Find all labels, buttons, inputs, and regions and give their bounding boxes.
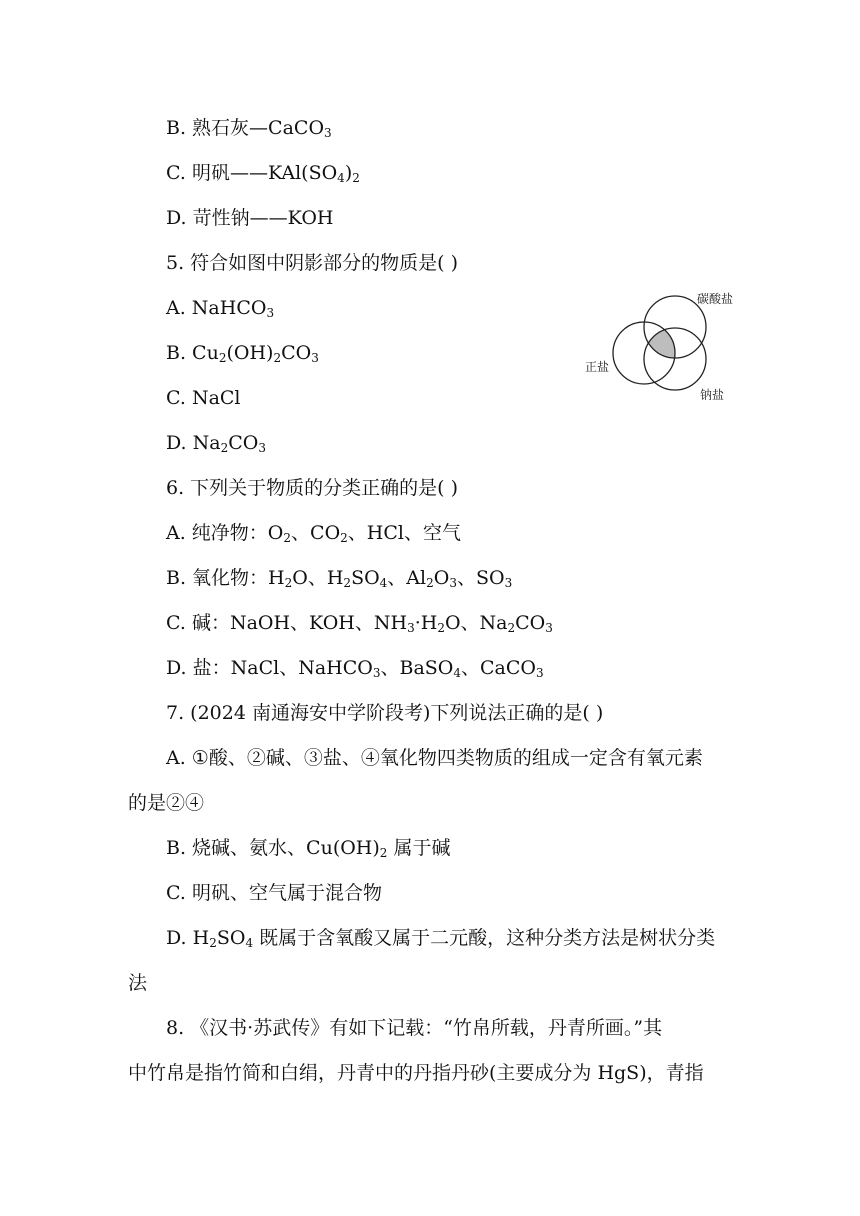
q7-stem: 7. (2024 南通海安中学阶段考)下列说法正确的是( ) [166,702,604,724]
q5-option-a: A. NaHCO$_3$ [166,297,275,320]
q7-option-d: D. $H_2SO_4$ 既属于含氧酸又属于二元酸，这种分类方法是树状分类 [166,927,716,950]
q7-option-a-cont: 的是②④ [128,792,205,814]
label-carbonate: 碳酸盐 [697,292,734,306]
q5-option-d: D. $Na_2CO_3$ [166,432,266,455]
q6-option-b: B. 氧化物：$H_2O$、$H_2SO_4$、$Al_2O_3$、$SO_3$ [166,567,513,590]
q4-option-c: C. 明矾$——KAl(SO_4)_2$ [166,162,360,185]
q7-option-c: C. 明矾、空气属于混合物 [166,882,382,904]
q4-option-d: D. 苛性钠——KOH [166,207,334,229]
q5-option-b: B. $Cu_2(OH)_2CO_3$ [166,342,319,365]
q6-option-d: D. 盐：NaCl、NaHCO$_3$、BaSO$_4$、CaCO$_3$ [166,657,544,680]
q8-stem-line1: 8. 《汉书·苏武传》有如下记载：“竹帛所载，丹青所画。”其 [166,1017,663,1039]
q6-stem: 6. 下列关于物质的分类正确的是( ) [166,477,459,499]
label-sodium-salt: 钠盐 [700,388,725,402]
q8-stem-line2: 中竹帛是指竹简和白绢，丹青中的丹指丹砂(主要成分为 HgS)，青指 [128,1062,704,1084]
q5-stem: 5. 符合如图中阴影部分的物质是( ) [166,252,459,274]
q4-option-b: B. 熟石灰—CaCO$_3$ [166,117,332,140]
q7-option-a: A. ①酸、②碱、③盐、④氧化物四类物质的组成一定含有氧元素 [166,747,703,769]
venn-diagram [580,290,745,405]
q6-option-c: C. 碱：NaOH、KOH、$NH_3\cdot H_2O$、$Na_2CO_3$ [166,612,553,635]
label-normal-salt: 正盐 [585,360,610,374]
q7-option-d-cont: 法 [128,972,148,994]
q7-option-b: B. 烧碱、氨水、$Cu(OH)_2$ 属于碱 [166,837,451,860]
q6-option-a: A. 纯净物：$O_2$、$CO_2$、HCl、空气 [166,522,461,545]
q5-option-c: C. NaCl [166,387,241,409]
